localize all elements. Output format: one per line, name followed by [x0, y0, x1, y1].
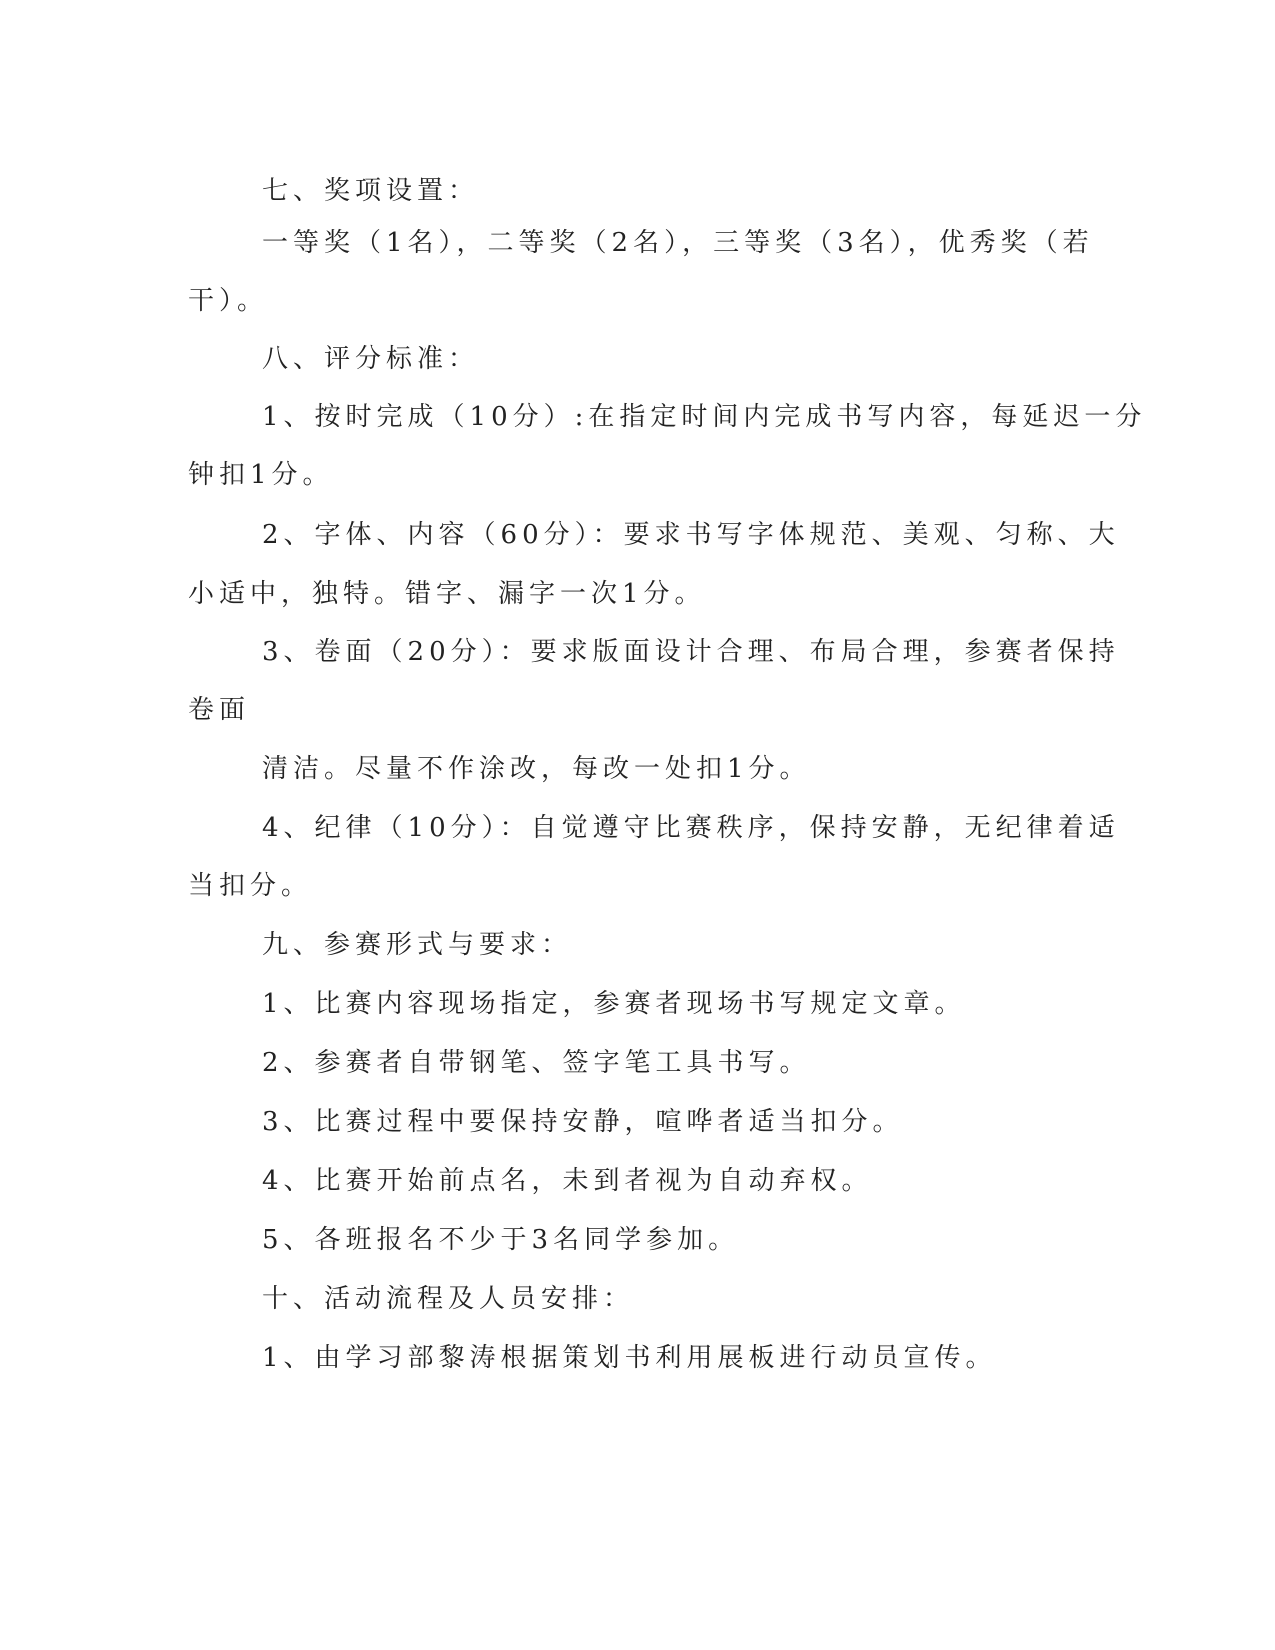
section-heading-scoring: 八、评分标准：: [262, 344, 480, 374]
paragraph-line: 当扣分。: [188, 871, 313, 901]
section-heading-awards: 七、奖项设置：: [262, 176, 480, 206]
list-item: 3、比赛过程中要保持安静，喧哗者适当扣分。: [262, 1107, 904, 1137]
paragraph-line: 小适中，独特。错字、漏字一次1分。: [188, 579, 706, 609]
paragraph-line: 4、纪律（10分）：自觉遵守比赛秩序，保持安静，无纪律着适: [262, 813, 1120, 843]
section-heading-format: 九、参赛形式与要求：: [262, 930, 573, 960]
paragraph-line: 一等奖（1名），二等奖（2名），三等奖（3名），优秀奖（若: [262, 228, 1094, 258]
section-heading-process: 十、活动流程及人员安排：: [262, 1284, 635, 1314]
paragraph-line: 钟扣1分。: [188, 460, 334, 490]
list-item: 5、各班报名不少于3名同学参加。: [262, 1225, 740, 1255]
list-item: 4、比赛开始前点名，未到者视为自动弃权。: [262, 1166, 873, 1196]
paragraph-line: 3、卷面（20分）：要求版面设计合理、布局合理，参赛者保持: [262, 637, 1120, 667]
paragraph-line: 1、按时完成（10分）:在指定时间内完成书写内容，每延迟一分: [262, 402, 1147, 432]
list-item: 1、比赛内容现场指定，参赛者现场书写规定文章。: [262, 989, 966, 1019]
list-item: 1、由学习部黎涛根据策划书利用展板进行动员宣传。: [262, 1343, 997, 1373]
list-item: 2、参赛者自带钢笔、签字笔工具书写。: [262, 1048, 811, 1078]
paragraph-line: 卷面: [188, 695, 251, 725]
paragraph-line: 2、字体、内容（60分）：要求书写字体规范、美观、匀称、大: [262, 520, 1120, 550]
paragraph-line: 干）。: [188, 286, 269, 316]
paragraph-line: 清洁。尽量不作涂改，每改一处扣1分。: [262, 754, 811, 784]
